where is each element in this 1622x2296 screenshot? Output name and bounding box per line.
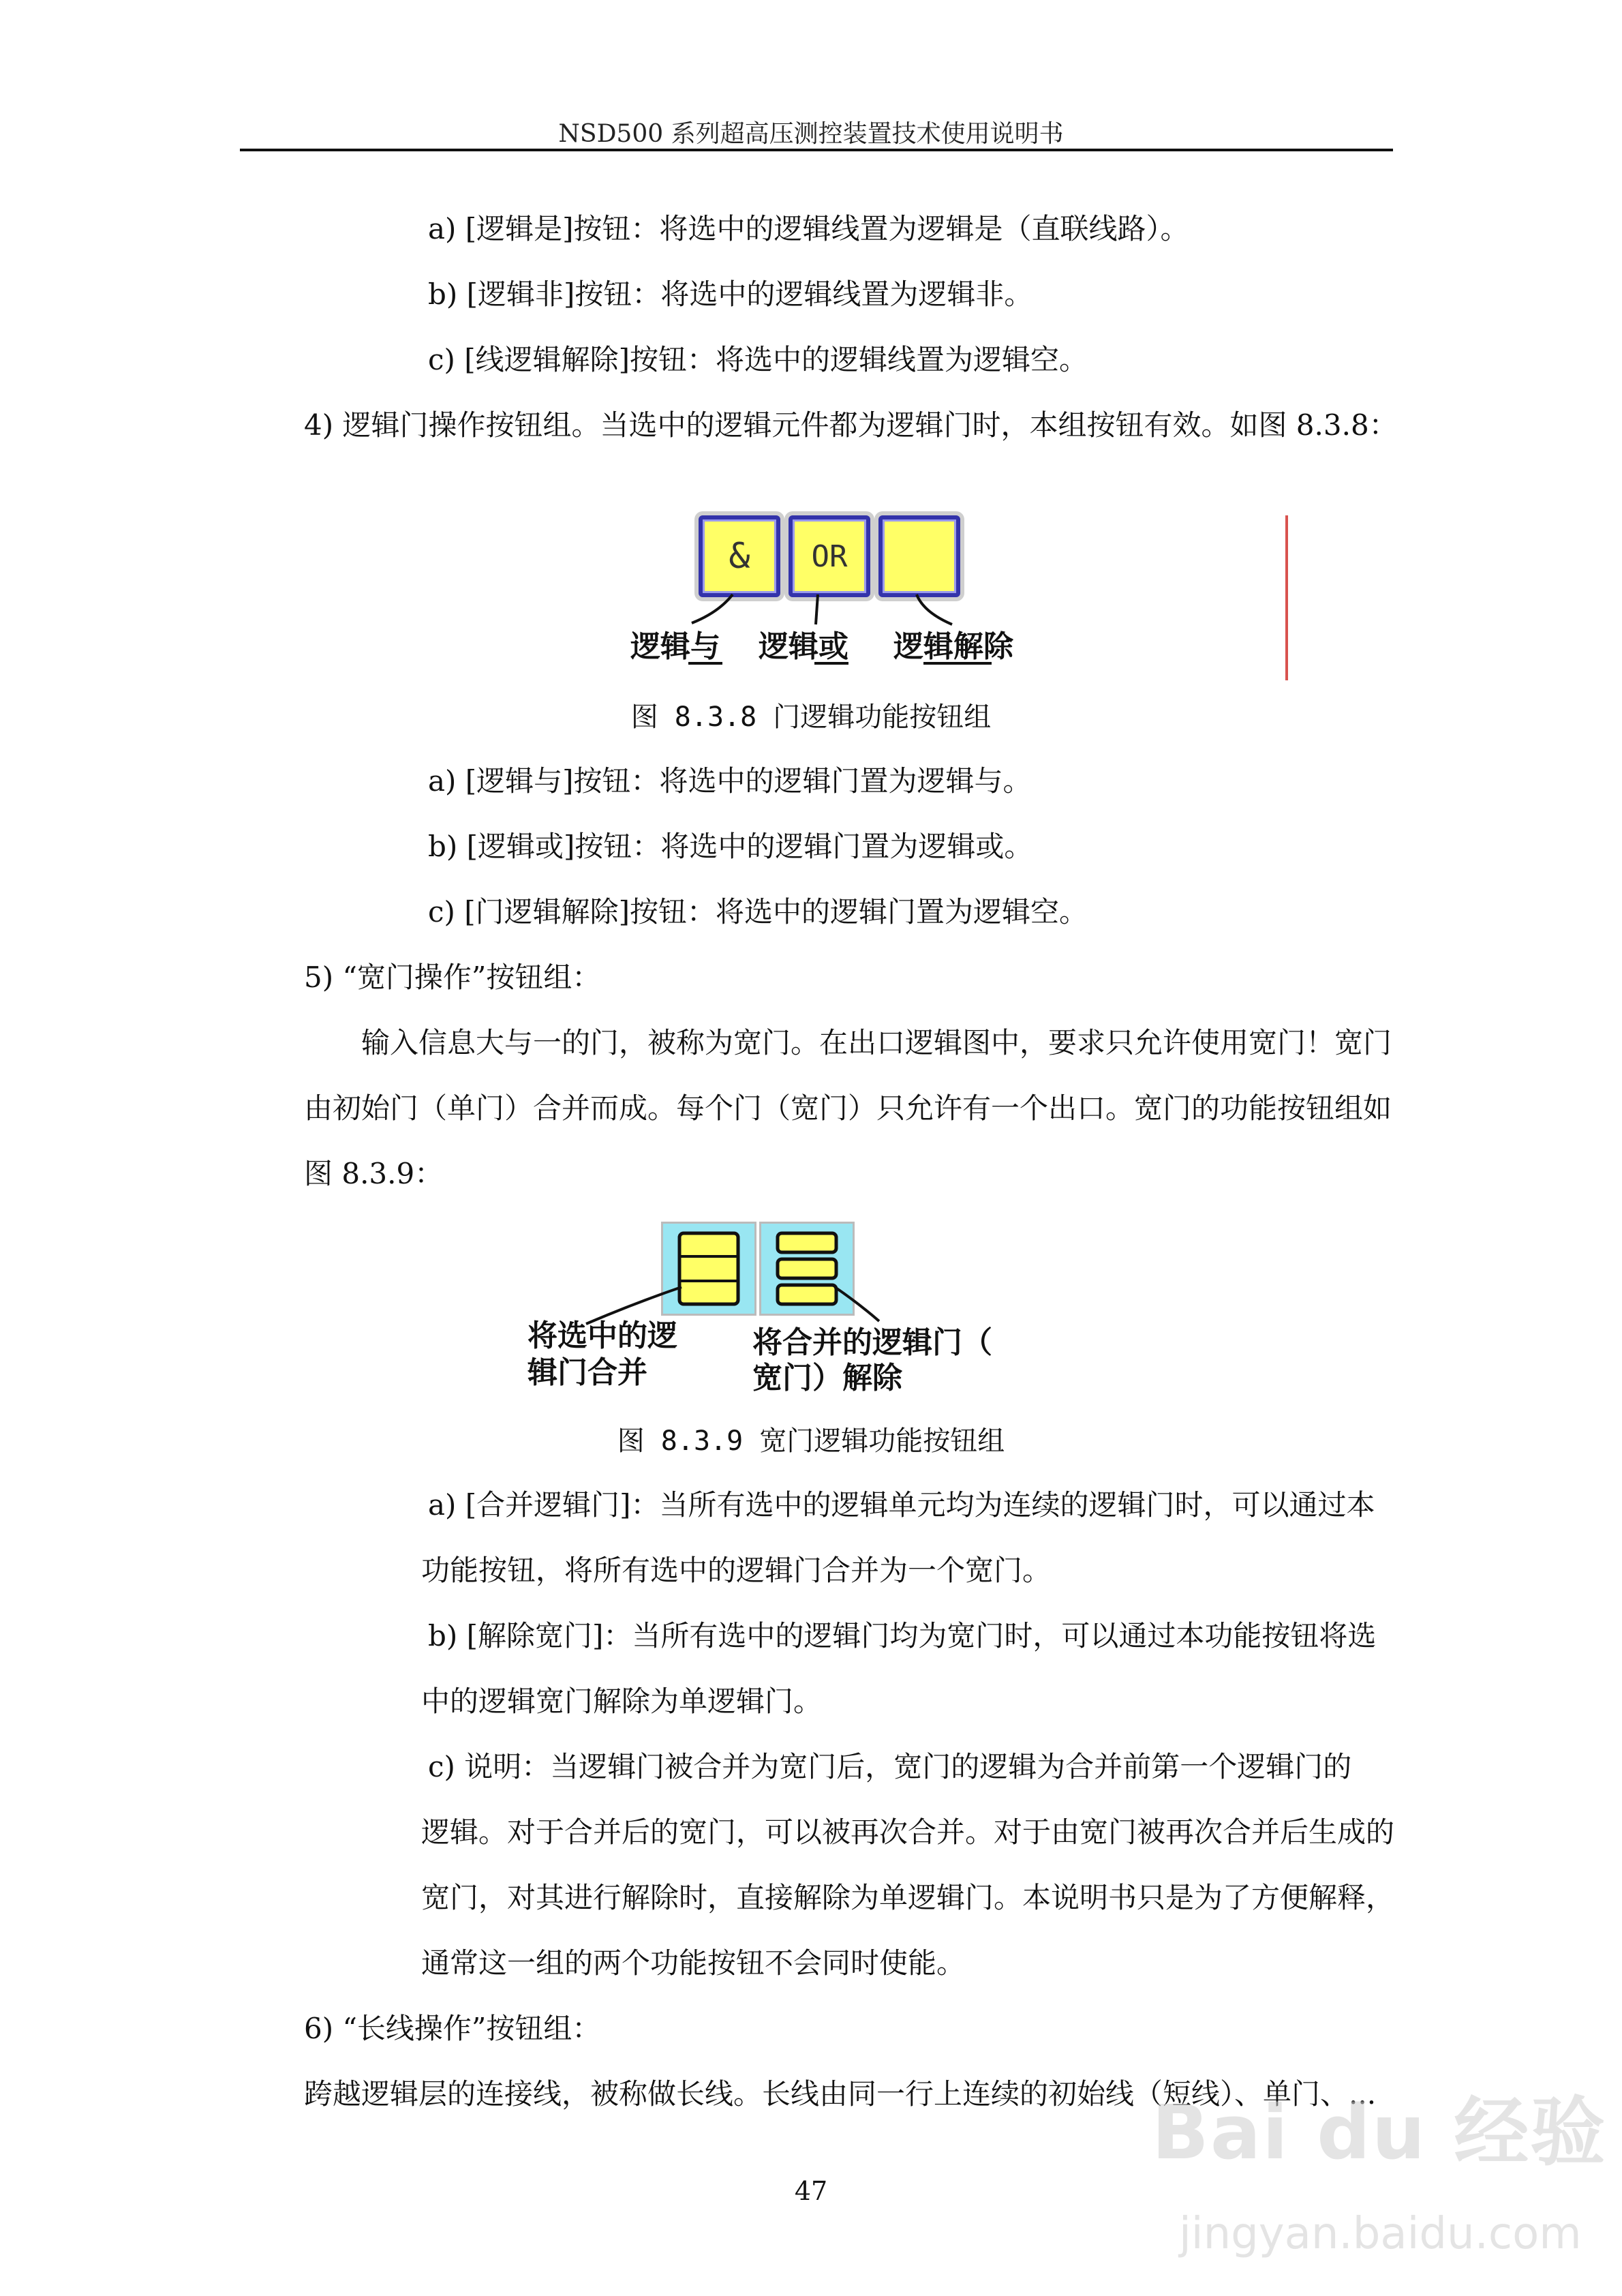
figure-wide-gate-buttons	[498, 1222, 1172, 1399]
label-logic-or: 逻辑或	[759, 629, 848, 664]
figure-gate-logic-buttons	[630, 510, 1013, 680]
item-note-4: 通常这一组的两个功能按钮不会同时使能。	[421, 1946, 966, 1980]
page-number: 47	[794, 2176, 828, 2206]
baidu-logo: Bai du 经验	[1152, 2089, 1607, 2176]
paragraph-wide-gate-1: 输入信息大与一的门，被称为宽门。在出口逻辑图中，要求只允许使用宽门！宽门	[361, 1026, 1392, 1059]
item-split-wide-gate-2: 中的逻辑宽门解除为单逻辑门。	[421, 1685, 823, 1718]
label-logic-and: 逻辑与	[630, 629, 720, 664]
item-merge-gates-2: 功能按钮，将所有选中的逻辑门合并为一个宽门。	[421, 1554, 1052, 1587]
baidu-watermark	[1152, 2072, 1607, 2284]
label-merge-line2: 辑门合并	[527, 1355, 647, 1390]
paragraph-wide-gate-3: 图 8.3.9：	[304, 1157, 444, 1190]
item-logic-or: b) [逻辑或]按钮：将选中的逻辑门置为逻辑或。	[428, 830, 1033, 863]
label-merge-line1: 将选中的逻	[527, 1318, 677, 1353]
watermark-url: jingyan.baidu.com	[1179, 2209, 1582, 2259]
item-logic-yes: a) [逻辑是]按钮：将选中的逻辑线置为逻辑是（直联线路）。	[428, 212, 1189, 245]
section-4-heading: 4) 逻辑门操作按钮组。当选中的逻辑元件都为逻辑门时，本组按钮有效。如图 8.3.8：	[304, 408, 1398, 442]
item-logic-and: a) [逻辑与]按钮：将选中的逻辑门置为逻辑与。	[428, 764, 1032, 798]
section-5-heading: 5) “宽门操作”按钮组：	[304, 961, 601, 994]
paragraph-long-line: 跨越逻辑层的连接线，被称做长线。长线由同一行上连续的初始线（短线）、单门、...	[304, 2077, 1377, 2111]
item-line-logic-clear: c) [线逻辑解除]按钮：将选中的逻辑线置为逻辑空。	[428, 343, 1088, 376]
item-split-wide-gate-1: b) [解除宽门]：当所有选中的逻辑门均为宽门时，可以通过本功能按钮将选	[428, 1619, 1377, 1652]
label-split-line2: 宽门）解除	[752, 1361, 902, 1395]
label-split-line1: 将合并的逻辑门（	[752, 1325, 992, 1360]
paragraph-wide-gate-2: 由初始门（单门）合并而成。每个门（宽门）只允许有一个出口。宽门的功能按钮组如	[304, 1091, 1392, 1125]
running-header: NSD500 系列超高压测控装置技术使用说明书	[558, 120, 1064, 148]
item-note-1: c) 说明：当逻辑门被合并为宽门后，宽门的逻辑为合并前第一个逻辑门的	[428, 1750, 1352, 1783]
item-gate-logic-clear: c) [门逻辑解除]按钮：将选中的逻辑门置为逻辑空。	[428, 895, 1088, 928]
figure-8-3-9-caption: 图 8.3.9 宽门逻辑功能按钮组	[617, 1425, 1005, 1457]
label-logic-clear: 逻辑解除	[893, 629, 1013, 664]
section-6-heading: 6) “长线操作”按钮组：	[304, 2012, 601, 2045]
figure-8-3-8-caption: 图 8.3.8 门逻辑功能按钮组	[630, 701, 992, 733]
item-note-2: 逻辑。对于合并后的宽门，可以被再次合并。对于由宽门被再次合并后生成的	[421, 1815, 1395, 1849]
item-note-3: 宽门，对其进行解除时，直接解除为单逻辑门。本说明书只是为了方便解释，	[421, 1881, 1395, 1914]
header-rule	[240, 149, 1393, 151]
logic-or-button[interactable]: OR	[789, 515, 870, 597]
logic-and-button[interactable]: &	[699, 515, 780, 597]
item-merge-gates-1: a) [合并逻辑门]：当所有选中的逻辑单元均为连续的逻辑门时，可以通过本	[428, 1488, 1375, 1522]
margin-red-mark	[1285, 515, 1288, 680]
item-logic-not: b) [逻辑非]按钮：将选中的逻辑线置为逻辑非。	[428, 277, 1033, 311]
